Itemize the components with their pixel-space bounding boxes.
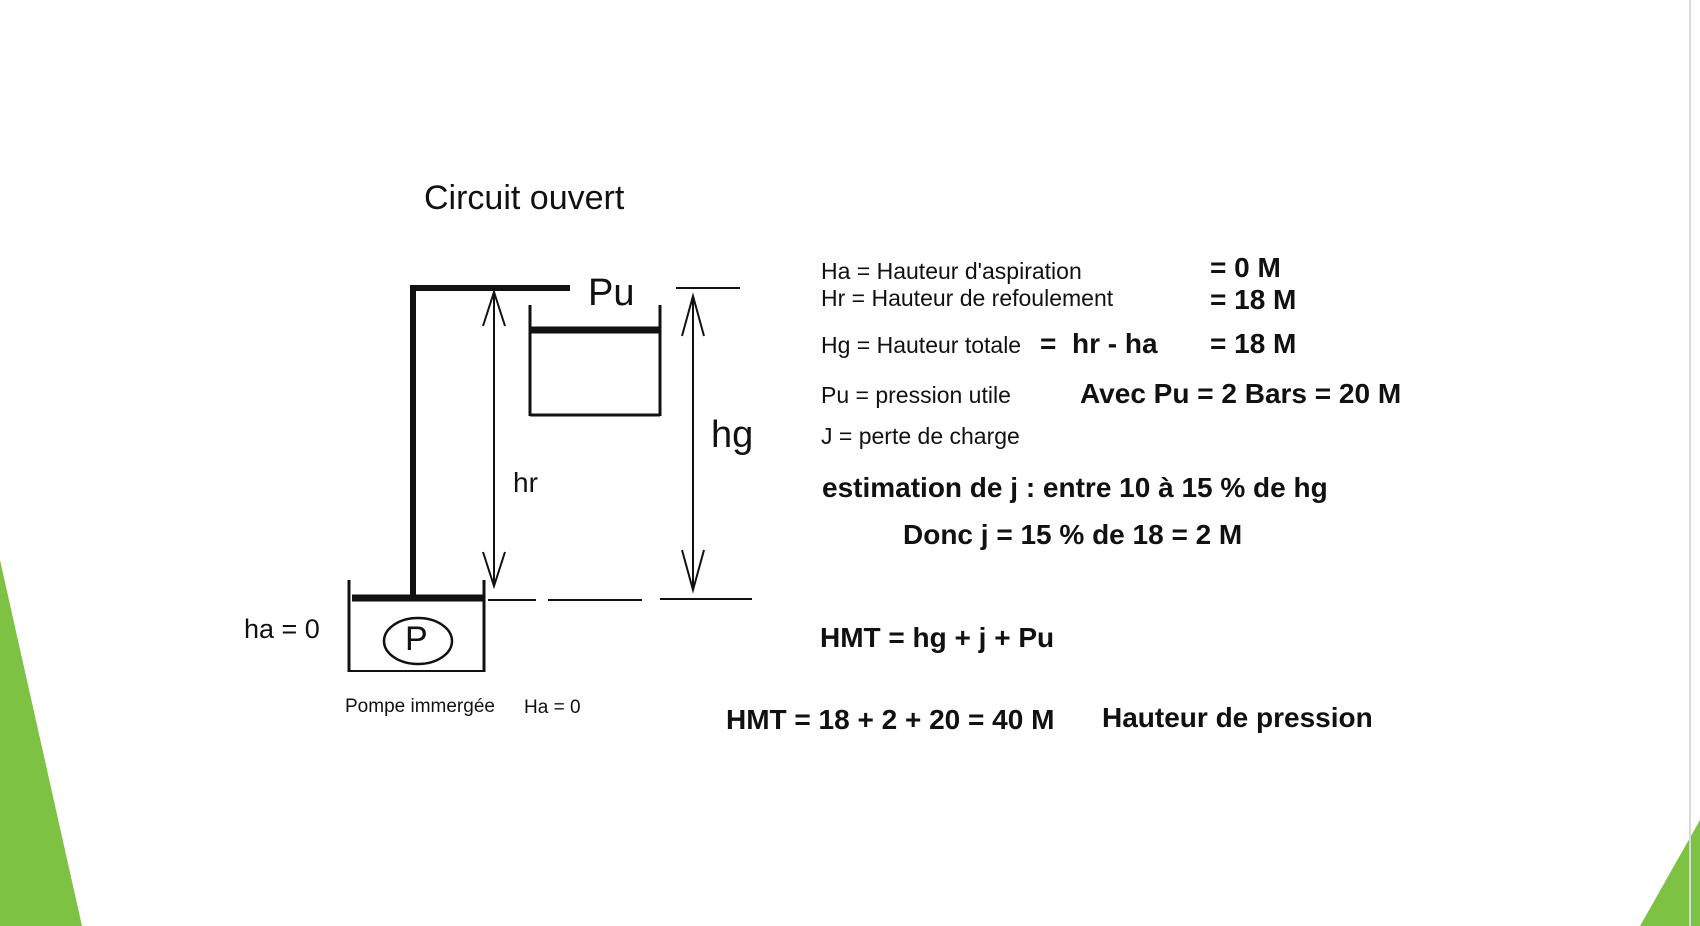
hmt-formula: HMT = hg + j + Pu bbox=[820, 622, 1055, 653]
hmt-result-label: Hauteur de pression bbox=[1102, 702, 1373, 733]
label-ha-text: ha = 0 bbox=[244, 614, 320, 644]
def-hr: Hr = Hauteur de refoulement bbox=[821, 285, 1114, 311]
def-hg: Hg = Hauteur totale bbox=[821, 332, 1022, 358]
hr-arrow bbox=[483, 292, 505, 586]
val-hg: = 18 M bbox=[1210, 328, 1297, 359]
hg-eq: = bbox=[1040, 328, 1057, 359]
label-hr: hr bbox=[513, 467, 538, 498]
estimation-line1: estimation de j : entre 10 à 15 % de hg bbox=[822, 472, 1328, 503]
green-accent-left bbox=[0, 560, 82, 926]
hg-arrow bbox=[682, 296, 704, 590]
pump-symbol: P bbox=[405, 620, 428, 658]
def-pu: Pu = pression utile bbox=[821, 382, 1011, 408]
caption-pump: Pompe immergée bbox=[345, 696, 495, 717]
val-pu: Avec Pu = 2 Bars = 20 M bbox=[1080, 378, 1402, 409]
def-j: J = perte de charge bbox=[821, 423, 1020, 449]
def-ha: Ha = Hauteur d'aspiration bbox=[821, 258, 1082, 284]
label-pu: Pu bbox=[588, 272, 635, 314]
hmt-result: HMT = 18 + 2 + 20 = 40 M bbox=[726, 704, 1055, 735]
estimation-line2: Donc j = 15 % de 18 = 2 M bbox=[903, 519, 1243, 550]
val-ha: = 0 M bbox=[1210, 252, 1281, 283]
caption-ha: Ha = 0 bbox=[524, 697, 581, 718]
slide-title: Circuit ouvert bbox=[424, 179, 625, 217]
label-ha bbox=[244, 614, 320, 645]
label-hg: hg bbox=[711, 414, 754, 456]
val-hr: = 18 M bbox=[1210, 284, 1297, 315]
hg-formula: hr - ha bbox=[1072, 328, 1158, 359]
